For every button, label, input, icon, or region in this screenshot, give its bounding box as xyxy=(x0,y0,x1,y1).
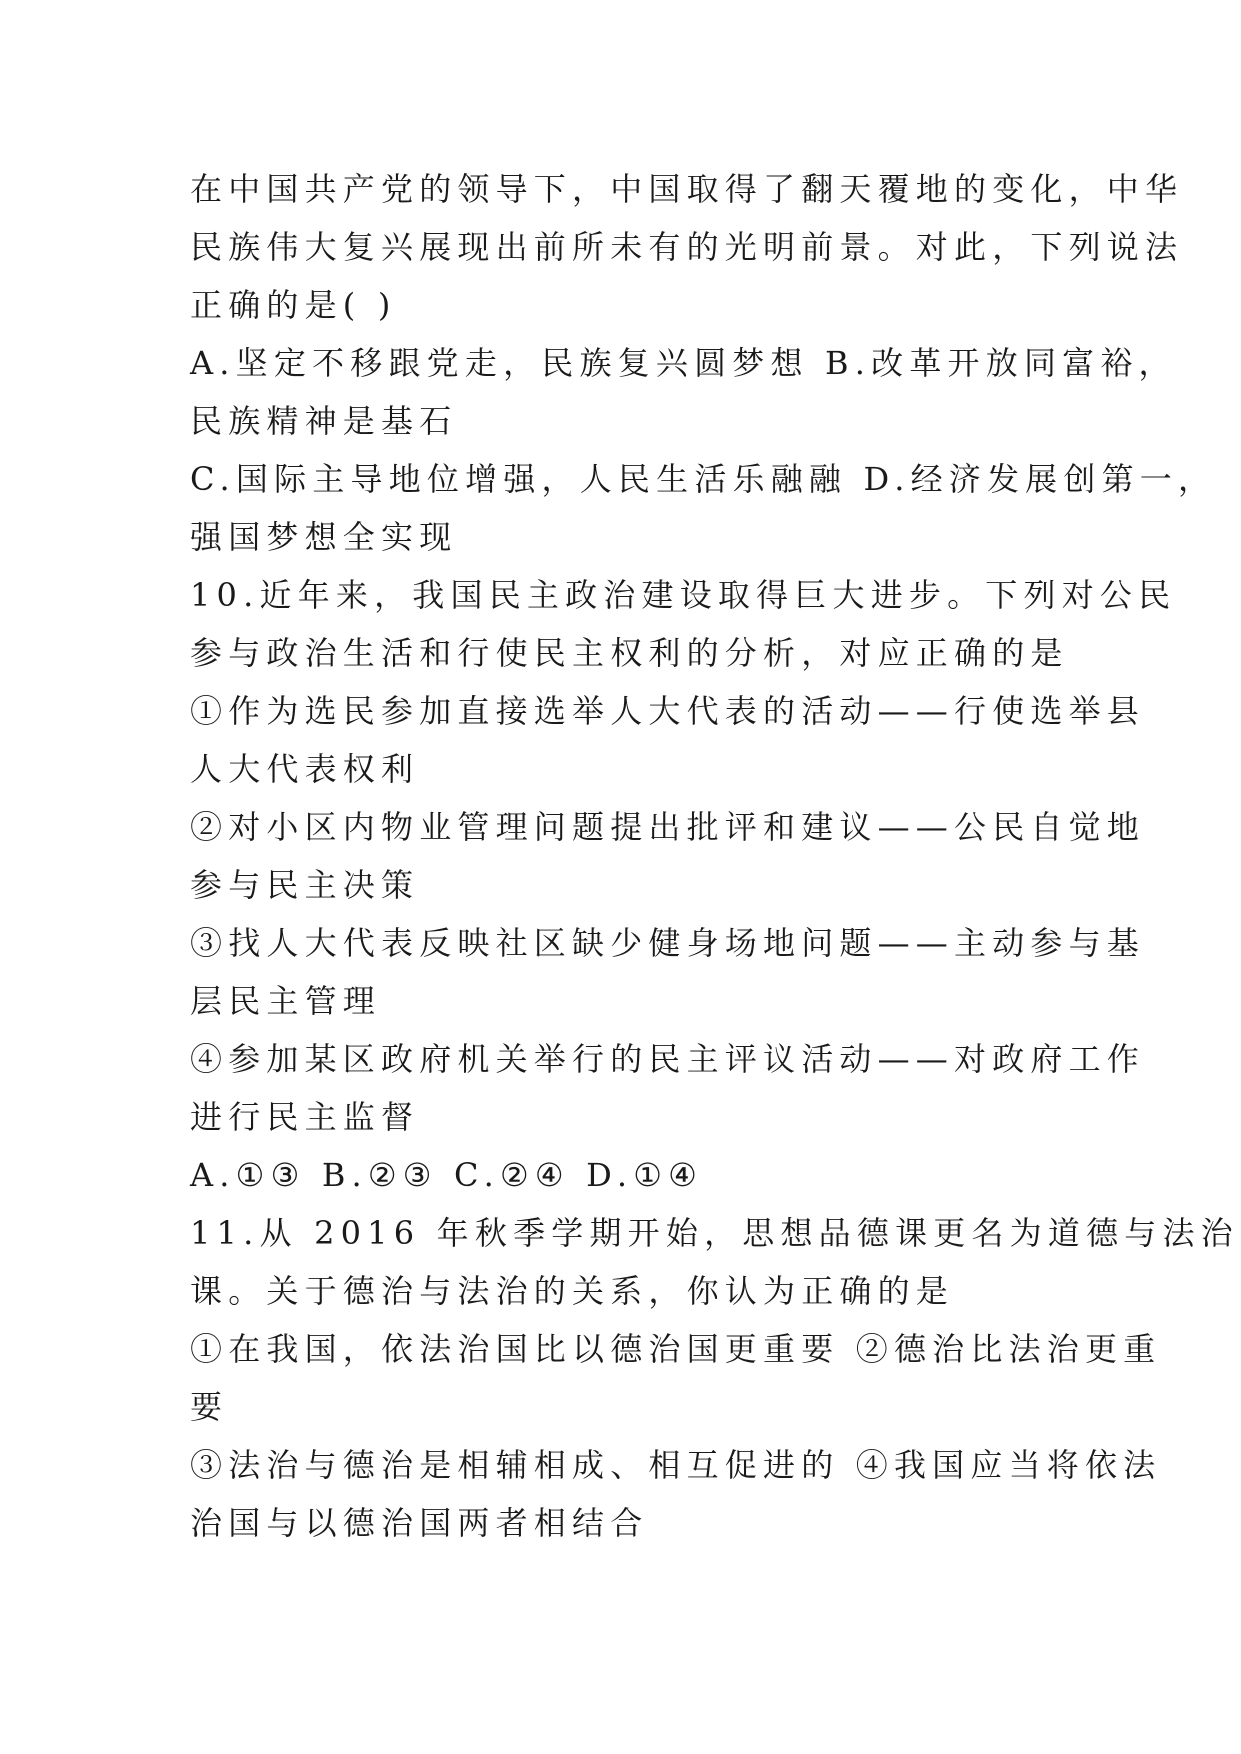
text-line: 参与民主决策 xyxy=(190,866,420,904)
question-line: 11.从 2016 年秋季学期开始，思想品德课更名为道德与法治 xyxy=(190,1214,1239,1252)
statement-line: ③法治与德治是相辅相成、相互促进的 ④我国应当将依法 xyxy=(190,1446,1162,1484)
statement-line: ①在我国，依法治国比以德治国更重要 ②德治比法治更重 xyxy=(190,1330,1162,1368)
statement-line: ①作为选民参加直接选举人大代表的活动——行使选举县 xyxy=(190,692,1146,730)
statement-line: ④参加某区政府机关举行的民主评议活动——对政府工作 xyxy=(190,1040,1146,1078)
text-line: 课。关于德治与法治的关系，你认为正确的是 xyxy=(190,1272,955,1310)
text-line: 民族伟大复兴展现出前所未有的光明前景。对此，下列说法 xyxy=(190,228,1184,266)
text-line: 民族精神是基石 xyxy=(190,402,458,440)
text-line: 进行民主监督 xyxy=(190,1098,420,1136)
statement-line: ③找人大代表反映社区缺少健身场地问题——主动参与基 xyxy=(190,924,1146,962)
text-line: 强国梦想全实现 xyxy=(190,518,458,556)
option-line: A.坚定不移跟党走，民族复兴圆梦想 B.改革开放同富裕， xyxy=(190,344,1177,382)
text-line: 治国与以德治国两者相结合 xyxy=(190,1504,649,1542)
option-line: A.①③ B.②③ C.②④ D.①④ xyxy=(190,1156,703,1194)
option-line: C.国际主导地位增强，人民生活乐融融 D.经济发展创第一， xyxy=(190,460,1217,498)
text-line: 参与政治生活和行使民主权利的分析，对应正确的是 xyxy=(190,634,1069,672)
statement-line: ②对小区内物业管理问题提出批评和建议——公民自觉地 xyxy=(190,808,1146,846)
text-line: 层民主管理 xyxy=(190,982,382,1020)
text-line: 人大代表权利 xyxy=(190,750,420,788)
text-line: 在中国共产党的领导下，中国取得了翻天覆地的变化，中华 xyxy=(190,170,1184,208)
text-line: 要 xyxy=(190,1388,229,1426)
text-line: 正确的是( ) xyxy=(190,286,397,324)
question-line: 10.近年来，我国民主政治建设取得巨大进步。下列对公民 xyxy=(190,576,1177,614)
